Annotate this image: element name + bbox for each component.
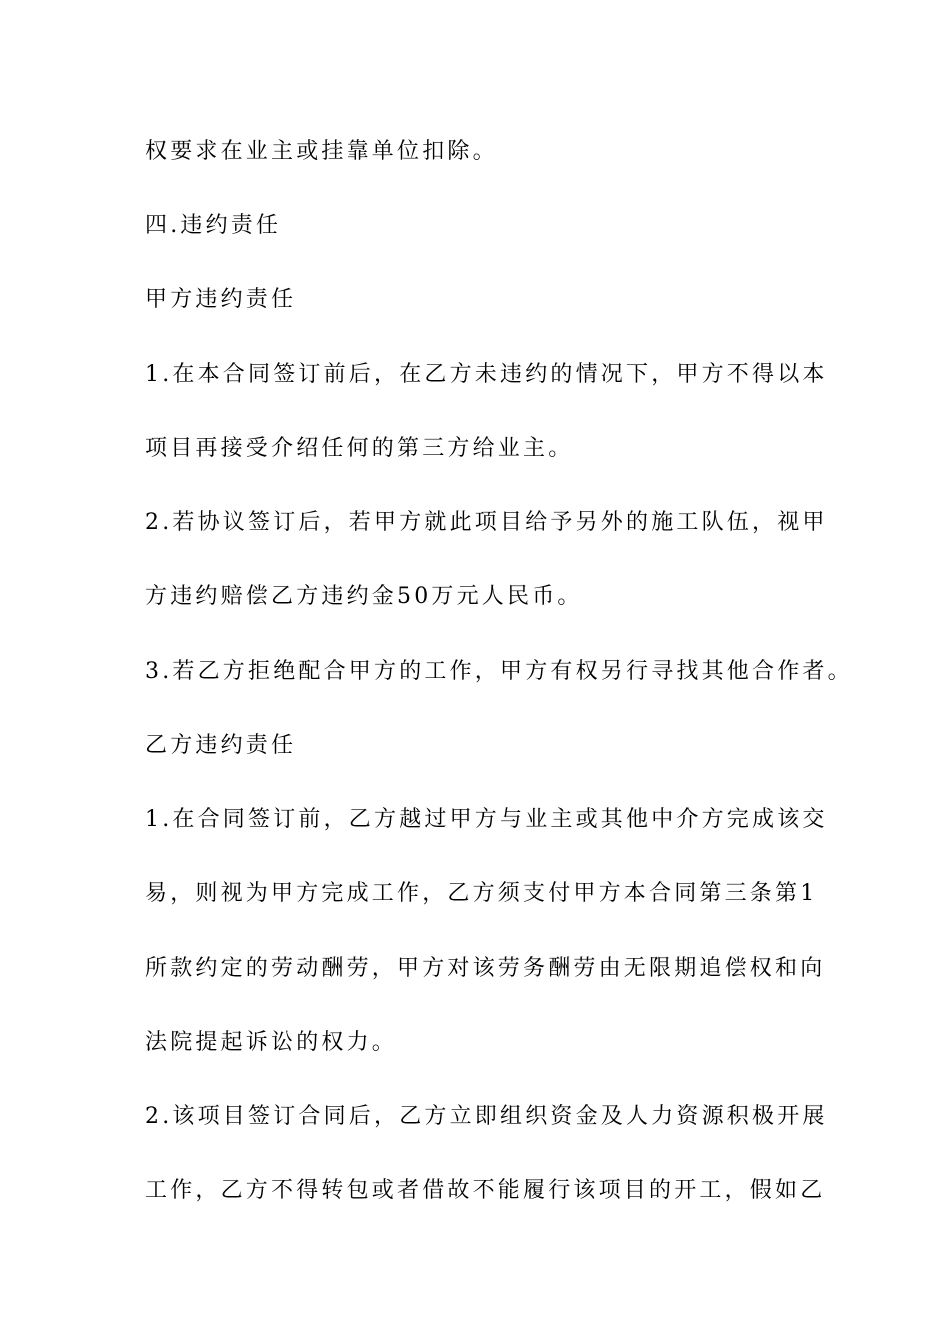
paragraph-line-6: 2.若协议签订后，若甲方就此项目给予另外的施工队伍，视甲 [145, 510, 828, 535]
paragraph-line-13: 法院提起诉讼的权力。 [145, 1030, 398, 1055]
paragraph-line-11: 易，则视为甲方完成工作，乙方须支付甲方本合同第三条第1 [145, 881, 818, 906]
subheading-party-a-breach: 甲方违约责任 [145, 287, 297, 312]
paragraph-line-15: 工作，乙方不得转包或者借故不能履行该项目的开工，假如乙 [145, 1178, 826, 1203]
subheading-party-b-breach: 乙方违约责任 [145, 733, 297, 758]
paragraph-line-8: 3.若乙方拒绝配合甲方的工作，甲方有权另行寻找其他合作者。 [145, 659, 853, 684]
paragraph-line-5: 项目再接受介绍任何的第三方给业主。 [145, 436, 574, 461]
paragraph-line-7: 方违约赔偿乙方违约金50万元人民币。 [145, 584, 583, 609]
paragraph-line-1: 权要求在业主或挂靠单位扣除。 [145, 139, 498, 164]
paragraph-line-4: 1.在本合同签订前后，在乙方未违约的情况下，甲方不得以本 [145, 362, 828, 387]
paragraph-line-12: 所款约定的劳动酬劳，甲方对该劳务酬劳由无限期追偿权和向 [145, 956, 826, 981]
section-heading-breach-liability: 四.违约责任 [145, 213, 282, 238]
paragraph-line-10: 1.在合同签订前，乙方越过甲方与业主或其他中介方完成该交 [145, 807, 828, 832]
paragraph-line-14: 2.该项目签订合同后，乙方立即组织资金及人力资源积极开展 [145, 1104, 828, 1129]
